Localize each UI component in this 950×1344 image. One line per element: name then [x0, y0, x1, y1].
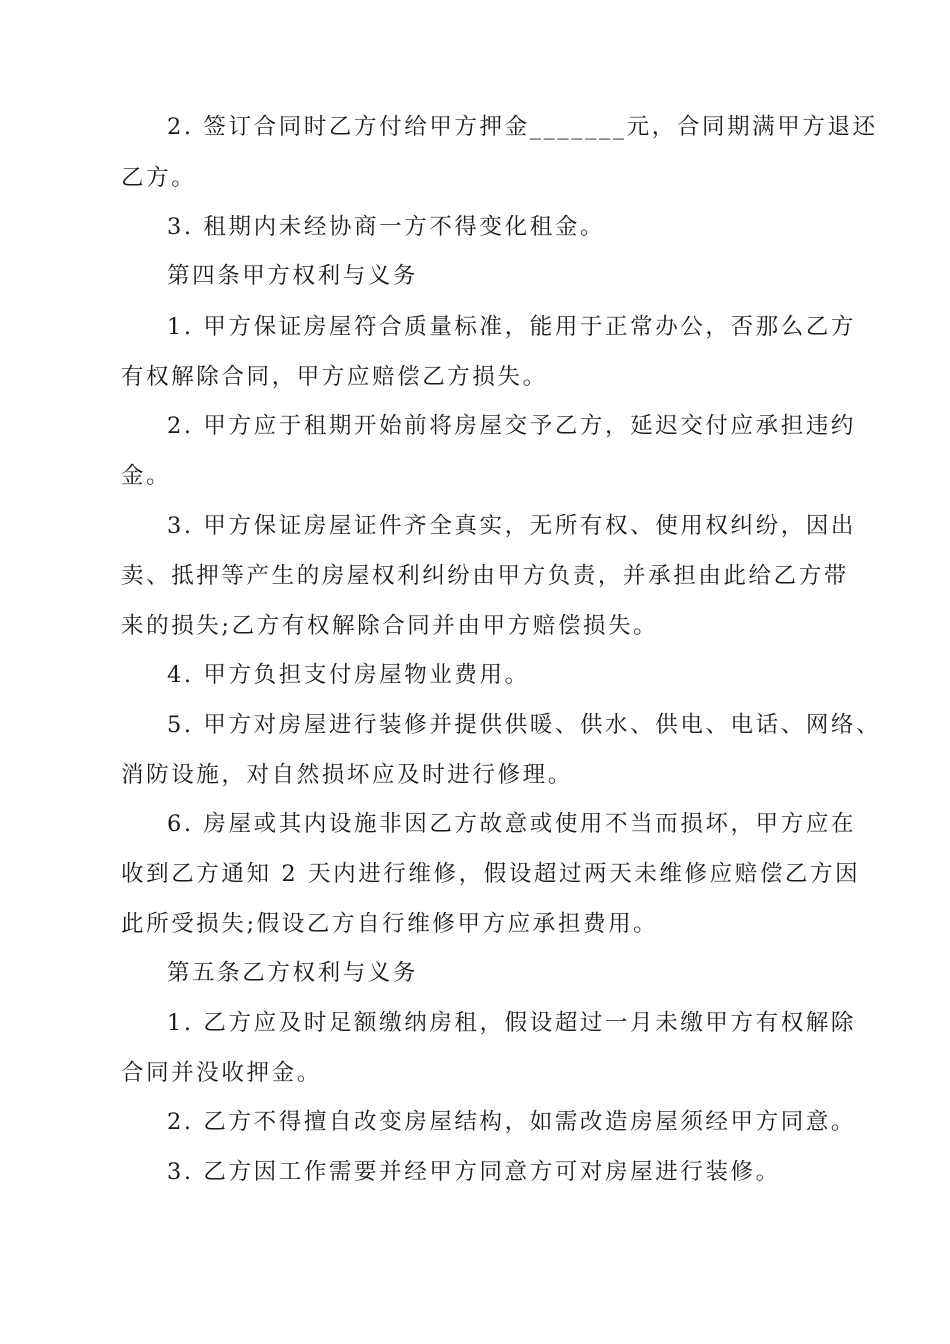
paragraph-line: 4. 甲方负担支付房屋物业费用。	[167, 662, 530, 688]
paragraph-line: 3. 乙方因工作需要并经甲方同意方可对房屋进行装修。	[167, 1159, 781, 1185]
paragraph-line: 此所受损失;假设乙方自行维修甲方应承担费用。	[121, 911, 659, 937]
paragraph-line: 收到乙方通知 2 天内进行维修，假设超过两天未维修应赔偿乙方因	[121, 861, 861, 887]
paragraph-line: 有权解除合同，甲方应赔偿乙方损失。	[121, 364, 548, 390]
section-heading: 第四条甲方权利与义务	[167, 263, 419, 289]
paragraph-line: 3. 租期内未经协商一方不得变化租金。	[167, 214, 606, 240]
paragraph-line: 卖、抵押等产生的房屋权利纠纷由甲方负责，并承担由此给乙方带	[121, 563, 849, 589]
paragraph-line: 乙方。	[121, 165, 197, 191]
paragraph-line: 2. 签订合同时乙方付给甲方押金_______元，合同期满甲方退还	[167, 114, 878, 140]
paragraph-line: 2. 甲方应于租期开始前将房屋交予乙方，延迟交付应承担违约	[167, 413, 857, 439]
paragraph-line: 1. 乙方应及时足额缴纳房租，假设超过一月未缴甲方有权解除	[167, 1010, 857, 1036]
paragraph-line: 1. 甲方保证房屋符合质量标准，能用于正常办公，否那么乙方	[167, 314, 857, 340]
paragraph-line: 2. 乙方不得擅自改变房屋结构，如需改造房屋须经甲方同意。	[167, 1109, 857, 1135]
paragraph-line: 3. 甲方保证房屋证件齐全真实，无所有权、使用权纠纷，因出	[167, 513, 857, 539]
paragraph-line: 消防设施，对自然损坏应及时进行修理。	[121, 762, 573, 788]
paragraph-line: 5. 甲方对房屋进行装修并提供供暖、供水、供电、电话、网络、	[167, 712, 882, 738]
paragraph-line: 6. 房屋或其内设施非因乙方故意或使用不当而损坏，甲方应在	[167, 811, 857, 837]
paragraph-line: 金。	[121, 463, 172, 489]
paragraph-line: 合同并没收押金。	[121, 1060, 322, 1086]
section-heading: 第五条乙方权利与义务	[167, 960, 419, 986]
paragraph-line: 来的损失;乙方有权解除合同并由甲方赔偿损失。	[121, 613, 659, 639]
